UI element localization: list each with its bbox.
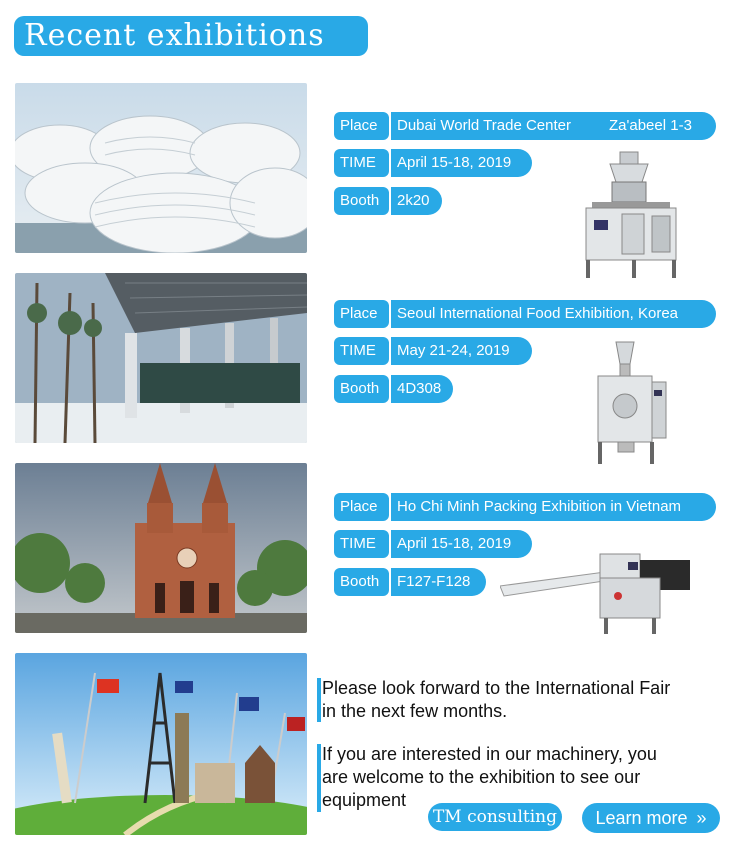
booth-label: Booth <box>334 568 389 596</box>
invite-paragraph <box>322 743 742 812</box>
learn-more-label: Learn more <box>595 808 688 828</box>
seoul-venue-photo <box>15 273 307 443</box>
learn-more-button[interactable] <box>582 803 720 833</box>
time-label: TIME <box>334 337 389 365</box>
place-value: Ho Chi Minh Packing Exhibition in Vietnam <box>391 493 716 521</box>
time-value: April 15-18, 2019 <box>391 149 532 177</box>
time-label: TIME <box>334 149 389 177</box>
place-value: Seoul International Food Exhibition, Korea <box>391 300 716 328</box>
accent-bar <box>317 678 321 722</box>
invite-line-2: are welcome to the exhibition to see our <box>322 767 641 787</box>
place-value <box>391 112 716 140</box>
intro-paragraph <box>322 677 742 723</box>
booth-value: F127-F128 <box>391 568 486 596</box>
time-label: TIME <box>334 530 389 558</box>
place-label: Place <box>334 300 389 328</box>
time-value: April 15-18, 2019 <box>391 530 532 558</box>
hochiminh-venue-photo <box>15 463 307 633</box>
booth-label: Booth <box>334 375 389 403</box>
flow-wrap-machine-image <box>500 546 700 641</box>
packing-machine-image <box>572 150 690 285</box>
booth-value: 4D308 <box>391 375 453 403</box>
world-landmarks-photo <box>15 653 307 835</box>
invite-line-1: If you are interested in our machinery, you <box>322 744 657 764</box>
double-chevron-right-icon: » <box>696 808 707 828</box>
intro-line-1: Please look forward to the International Fair <box>322 678 671 698</box>
dubai-venue-photo <box>15 83 307 253</box>
booth-label: Booth <box>334 187 389 215</box>
booth-value: 2k20 <box>391 187 442 215</box>
tm-consulting-button[interactable]: TM consulting <box>428 803 562 831</box>
accent-bar <box>317 744 321 812</box>
place-name: Dubai World Trade Center <box>397 117 571 134</box>
place-label: Place <box>334 112 389 140</box>
intro-line-2: in the next few months. <box>322 701 508 721</box>
place-address: Za'abeel 1-3 <box>609 117 692 134</box>
section-title: Recent exhibitions <box>14 16 368 56</box>
vertical-packing-machine-image <box>590 340 670 471</box>
time-value: May 21-24, 2019 <box>391 337 532 365</box>
place-label: Place <box>334 493 389 521</box>
invite-line-3: equipment <box>322 790 407 810</box>
